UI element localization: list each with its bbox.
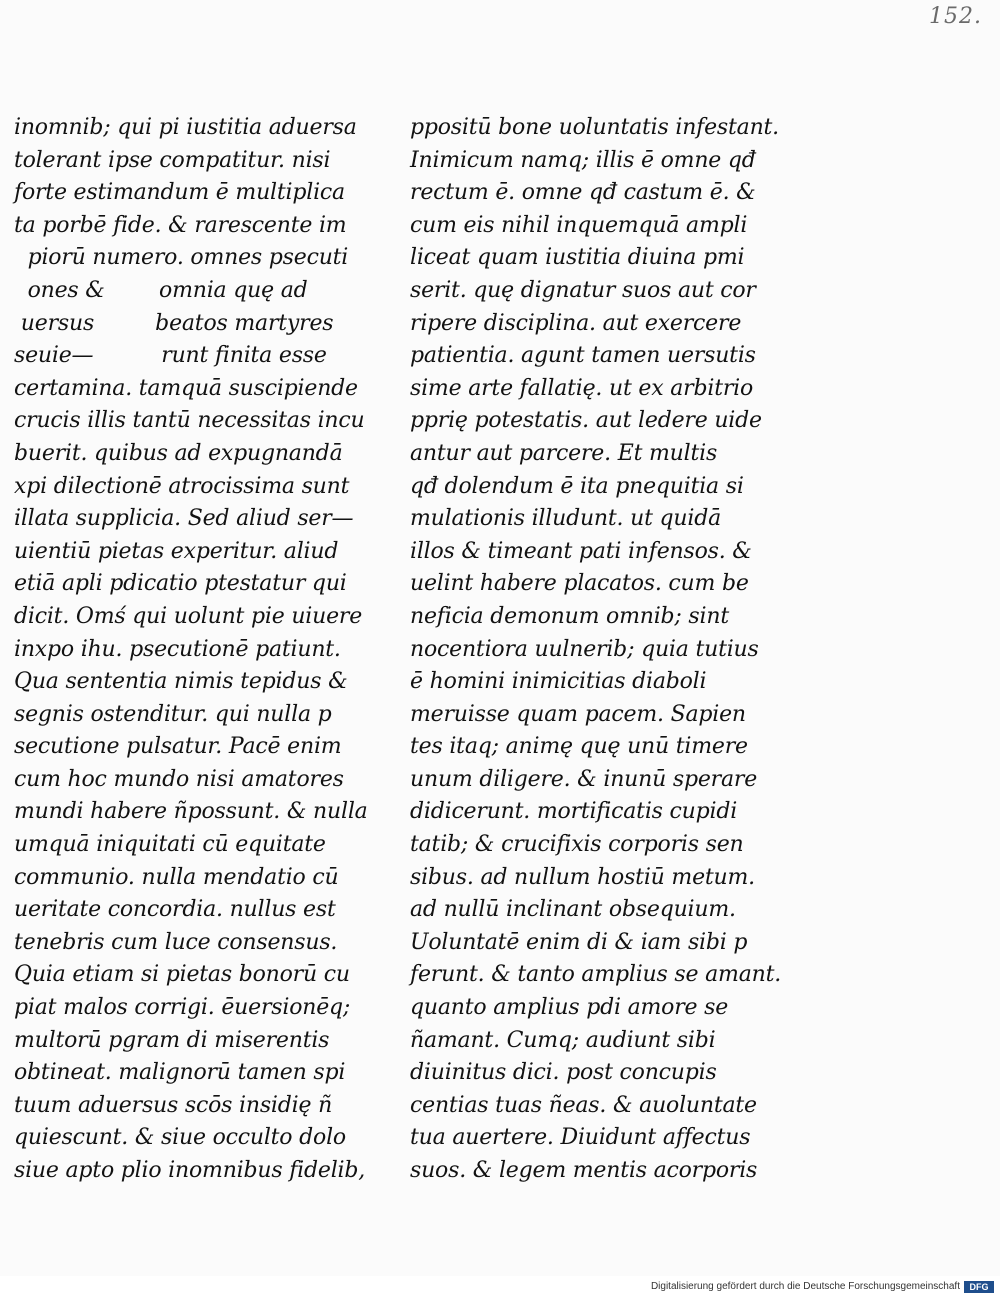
text-line: buerit. quibus ad expugnandā: [14, 440, 343, 466]
text-line: piorū numero. omnes psecuti: [14, 245, 349, 271]
text-line: ñamant. Cumq; audiunt sibi: [410, 1027, 716, 1053]
text-line: quanto amplius pdi amore se: [410, 995, 729, 1021]
text-line: tua auertere. Diuidunt affectus: [410, 1125, 751, 1151]
text-line: antur aut parcere. Et multis: [410, 440, 718, 466]
text-line: suos. & legem mentis acorporis: [410, 1158, 758, 1183]
text-line: meruisse quam pacem. Sapien: [410, 701, 746, 727]
text-line: uientiū pietas experitur. aliud: [14, 538, 339, 564]
text-line: inxpo ihu. psecutionē patiunt.: [14, 636, 341, 662]
text-line: patientia. agunt tamen uersutis: [410, 343, 756, 369]
text-line: uersus beatos martyres: [14, 310, 334, 336]
text-line: ferunt. & tanto amplius se amant.: [410, 962, 782, 988]
text-line: tenebris cum luce consensus.: [14, 929, 338, 955]
text-line: quiescunt. & siue occulto dolo: [14, 1125, 346, 1151]
dfg-logo: DFG: [964, 1281, 994, 1293]
text-line: pprię potestatis. aut ledere uide: [410, 408, 762, 434]
text-line: ē homini inimicitias diaboli: [410, 669, 707, 695]
text-line: mundi habere ñpossunt. & nulla: [14, 799, 368, 825]
text-line: obtineat. malignorū tamen spi: [14, 1060, 346, 1086]
footer-credit: Digitalisierung gefördert durch die Deutsche Forschungsgemeinschaft: [650, 1281, 960, 1292]
text-line: tuum aduersus scōs insidię ñ: [14, 1092, 333, 1118]
text-line: Uoluntatē enim di & iam sibi p: [410, 929, 748, 955]
text-line: Quia etiam si pietas bonorū cu: [14, 962, 350, 988]
text-line: xpi dilectionē atrocissima sunt: [14, 473, 350, 499]
text-line: mulationis illudunt. ut quidā: [410, 506, 722, 532]
left-text-column: [14, 112, 386, 1188]
text-line: didicerunt. mortificatis cupidi: [410, 799, 738, 825]
text-line: ripere disciplina. aut exercere: [410, 310, 742, 336]
text-line: siue apto plio inomnibus fidelib,: [14, 1158, 366, 1183]
text-line: liceat quam iustitia diuina pmi: [410, 245, 745, 271]
text-line: Qua sententia nimis tepidus &: [14, 669, 348, 695]
text-line: neficia demonum omnib; sint: [410, 603, 729, 629]
text-line: diuinitus dici. post concupis: [410, 1060, 717, 1086]
text-line: cum hoc mundo nisi amatores: [14, 766, 344, 792]
text-line: inomnib; qui pi iustitia aduersa: [14, 115, 357, 140]
text-line: serit. quę dignatur suos aut cor: [410, 277, 756, 303]
text-line: ad nullū inclinant obsequium.: [410, 897, 736, 923]
text-line: piat malos corrigi. ēuersionēq;: [14, 995, 351, 1021]
text-line: centias tuas ñeas. & auoluntate: [410, 1092, 757, 1118]
text-line: tatib; & crucifixis corporis sen: [410, 832, 744, 858]
text-line: sibus. ad nullum hostiū metum.: [410, 864, 755, 890]
text-line: illos & timeant pati infensos. &: [410, 538, 752, 564]
text-line: segnis ostenditur. qui nulla p: [14, 701, 332, 727]
text-line: dicit. Omś qui uolunt pie uiuere: [14, 603, 363, 629]
text-line: rectum ē. omne qđ castum ē. &: [410, 180, 756, 206]
footer-bar: [0, 1276, 1000, 1296]
text-line: seuie— runt finita esse: [14, 343, 327, 369]
right-text-column: [410, 112, 810, 1188]
text-line: tes itaq; animę quę unū timere: [410, 734, 748, 760]
text-line: illata supplicia. Sed aliud ser—: [14, 506, 354, 532]
text-line: forte estimandum ē multiplica: [14, 180, 345, 206]
text-line: tolerant ipse compatitur. nisi: [14, 147, 331, 173]
text-line: multorū pgram di miserentis: [14, 1027, 330, 1053]
text-line: sime arte fallatię. ut ex arbitrio: [410, 375, 754, 401]
text-line: crucis illis tantū necessitas incu: [14, 408, 365, 434]
text-line: uelint habere placatos. cum be: [410, 571, 749, 597]
text-line: communio. nulla mendatio cū: [14, 864, 339, 890]
text-line: Inimicum namq; illis ē omne qđ: [410, 147, 756, 173]
text-line: cum eis nihil inquemquā ampli: [410, 212, 748, 238]
folio-number: 152.: [929, 4, 982, 29]
text-line: umquā iniquitati cū equitate: [14, 832, 326, 858]
text-line: certamina. tamquā suscipiende: [14, 375, 358, 401]
text-line: ta porbē fide. & rarescente im: [14, 212, 347, 238]
text-line: ueritate concordia. nullus est: [14, 897, 336, 923]
text-line: nocentiora uulnerib; quia tutius: [410, 636, 759, 662]
text-line: secutione pulsatur. Pacē enim: [14, 734, 342, 760]
text-line: etiā apli pdicatio ptestatur qui: [14, 571, 347, 597]
text-line: ppositū bone uoluntatis infestant.: [410, 115, 779, 140]
text-line: unum diligere. & inunū sperare: [410, 766, 758, 792]
text-line: ones & omnia quę ad: [14, 277, 308, 303]
text-line: qđ dolendum ē ita pnequitia si: [410, 473, 744, 499]
